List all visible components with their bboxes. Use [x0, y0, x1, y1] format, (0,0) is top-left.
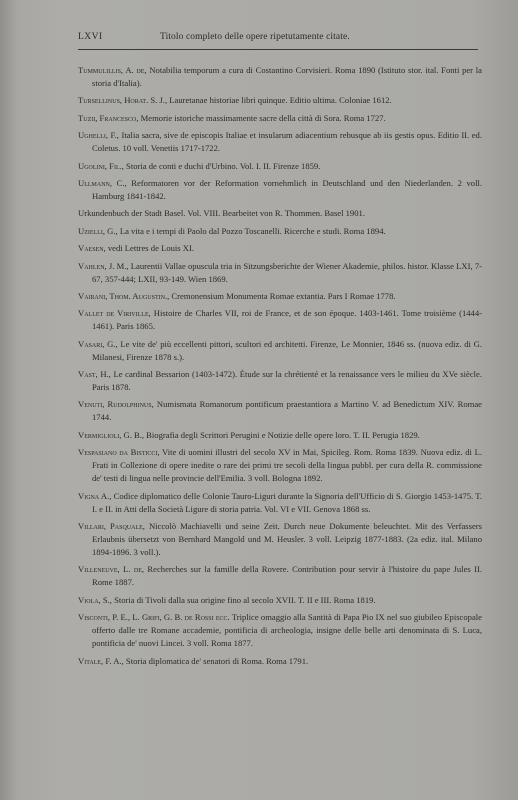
entry-author: Tummulillis, A. de,	[78, 65, 147, 75]
entry-author: Villari, Pasquale,	[78, 521, 145, 532]
entry-text: vedi Lettres de Louis XI.	[105, 243, 195, 254]
entry-text: Laurentii Vallae opuscula tria in Sitzungsberichte der Wiener Akademie, philos. histor. Klasse LXI, 7-67, 357-444; LXII, 93-149. Wien 1869.	[92, 260, 482, 284]
bibliography-entry	[78, 368, 482, 394]
entry-author: Vermiglioli, G. B.,	[78, 429, 145, 440]
bibliography-entry	[78, 260, 482, 286]
bibliography-entry	[78, 594, 482, 607]
bibliography-list	[78, 64, 482, 672]
bibliography-entry	[78, 563, 482, 589]
entry-author: Vairani, Thom. Augustin.,	[78, 290, 170, 301]
entry-text: Le vite de' più eccellenti pittori, scultori ed architetti. Firenze, Le Monnier, 1846 ss. (nuova ediz. di G. Milanesi, Firenze 1878 s.).	[92, 338, 482, 362]
entry-text: Reformatoren vor der Reformation vornehmlich in Deutschland und den Niederlanden. 2 voll. Hamburg 1841-1842.	[92, 177, 482, 201]
bibliography-entry	[78, 338, 482, 364]
entry-text: Italia sacra, sive de episcopis Italiae et insularum adiacentium rebusque ab iis gestis opus. Editio II. ed. Coletus. 10 voll. Venetiis 1717-1722.	[92, 130, 482, 154]
entry-text: Cremonensium Monumenta Romae extantia. Pars I Romae 1778.	[169, 290, 396, 301]
entry-author: Vallet de Viriville,	[78, 308, 151, 319]
entry-author: Viola, S.,	[78, 594, 112, 605]
entry-author: Visconti, P. E., L. Grifi, G. B. de Rossi ecc.	[78, 612, 230, 623]
bibliography-entry	[78, 242, 482, 255]
entry-text: Memorie istoriche massimamente sacre della città di Sora. Roma 1727.	[138, 112, 386, 123]
header-rule	[78, 49, 478, 50]
entry-text: Storia de conti e duchi d'Urbino. Vol. I. II. Firenze 1859.	[123, 160, 321, 171]
entry-author: Ughelli, F.,	[78, 130, 119, 141]
entry-text: Urkundenbuch der Stadt Basel. Vol. VIII. Bearbeitet von R. Thommen. Basel 1901.	[78, 208, 365, 219]
entry-author: Ullmann, C.,	[78, 177, 127, 188]
bibliography-entry	[78, 611, 482, 650]
entry-text: Biografia degli Scrittori Perugini e Notizie delle opere loro. T. II. Perugia 1829.	[144, 429, 420, 440]
entry-author: Vitale, F. A.,	[78, 655, 124, 666]
page-number: LXVI	[78, 32, 103, 42]
running-title: Titolo completo delle opere ripetutamente citate.	[160, 32, 350, 42]
running-header	[78, 32, 478, 46]
entry-text: Storia diplomatica de' senatori di Roma. Roma 1791.	[123, 655, 309, 666]
bibliography-entry	[78, 290, 482, 303]
bibliography-entry	[78, 520, 482, 559]
bibliography-entry	[78, 655, 482, 668]
entry-text: Triplice omaggio alla Santità di Papa Pio IX nel suo giubileo Episcopale offerto dalle tre Romane accademie, pontificia di archeologia, insigne delle belle arti denominata di S. Luca, pontificia de' nuovi Lincei. 3 voll. Roma 1877.	[92, 612, 482, 649]
bibliography-entry	[78, 160, 482, 173]
entry-author: Vast, H.,	[78, 369, 111, 380]
bibliography-entry	[78, 177, 482, 203]
entry-text: Storia di Tivoli dalla sua origine fino al secolo XVII. T. II e III. Roma 1819.	[111, 594, 376, 605]
entry-text: Le cardinal Bessarion (1403-1472). Étude sur la chrétienté et la renaissance vers le milieu du XVe siècle. Paris 1878.	[92, 369, 482, 393]
entry-author: Vahlen, J. M.,	[78, 260, 129, 271]
entry-author: Vaesen,	[78, 243, 106, 254]
bibliography-entry	[78, 64, 482, 90]
entry-author: Vespasiano da Bisticci,	[78, 447, 160, 458]
entry-text: Notabilia temporum a cura di Costantino Corvisieri. Roma 1890 (Istituto stor. ital. Fonti per la storia d'Italia).	[92, 65, 482, 88]
entry-text: Codice diplomatico delle Colonie Tauro-Liguri durante la Signoria dell'Ufficio di S. Giorgio 1453-1475. T. I. e II. in Atti della Società Ligure di storia patria. Vol. VI e VII. Genova 1868 ss.	[92, 490, 482, 514]
bibliography-entry	[78, 490, 482, 516]
bibliography-entry	[78, 398, 482, 424]
entry-text: Histoire de Charles VII, roi de France, et de son époque. 1403-1461. Tome troisième (1444-1461). Paris 1865.	[92, 308, 482, 332]
entry-text: Numismata Romanorum pontificum praestantiora a Martino V. ad Benedictum XIV. Romae 1744.	[92, 399, 482, 423]
entry-text: Vite di uomini illustri del secolo XV in Mai, Spicileg. Rom. Roma 1839. Nuova ediz. di L. Frati in Collezione di opere inedite o rare dei primi tre secoli della lingua pubbl. per cura della R. commissione de' testi di lingua nelle provincie dell'Emilia. 3 voll. Bologna 1892.	[92, 447, 482, 484]
entry-author: Uzielli, G.,	[78, 225, 118, 236]
entry-text: La vita e i tempi di Paolo dal Pozzo Toscanelli. Ricerche e studi. Roma 1894.	[117, 225, 386, 236]
bibliography-entry	[78, 129, 482, 155]
bibliography-entry	[78, 307, 482, 333]
entry-author: Tuzii, Francesco,	[78, 112, 139, 123]
entry-text: Lauretanae historiae libri quinque. Editio ultima. Coloniae 1612.	[167, 95, 392, 106]
bibliography-entry	[78, 429, 482, 442]
bibliography-entry	[78, 225, 482, 238]
entry-author: Vigna A.,	[78, 490, 112, 501]
bibliography-entry	[78, 112, 482, 125]
entry-author: Villeneuve, L. de,	[78, 564, 145, 575]
entry-text: Recherches sur la famille della Rovere. Contribution pour servir à l'histoire du pape Jules II. Rome 1887.	[92, 564, 482, 588]
bibliography-entry	[78, 207, 482, 220]
entry-author: Ugolini, Fil.,	[78, 160, 124, 171]
entry-text: Niccolò Machiavelli und seine Zeit. Durch neue Dokumente beleuchtet. Mit des Verfassers Erlaubnis übersetzt von Bernhard Mangold und M. Heusler. 3 voll. Leipzig 1877-1883. (2a ediz. ital. Milano 1894-1896. 3 voll.).	[92, 521, 482, 558]
entry-author: Venuti, Rudolphinus,	[78, 399, 154, 410]
bibliography-entry	[78, 94, 482, 107]
bibliography-entry	[78, 446, 482, 485]
entry-author: Vasari, G.,	[78, 338, 118, 349]
entry-author: Tursellinus, Horat. S. J.,	[78, 95, 168, 106]
